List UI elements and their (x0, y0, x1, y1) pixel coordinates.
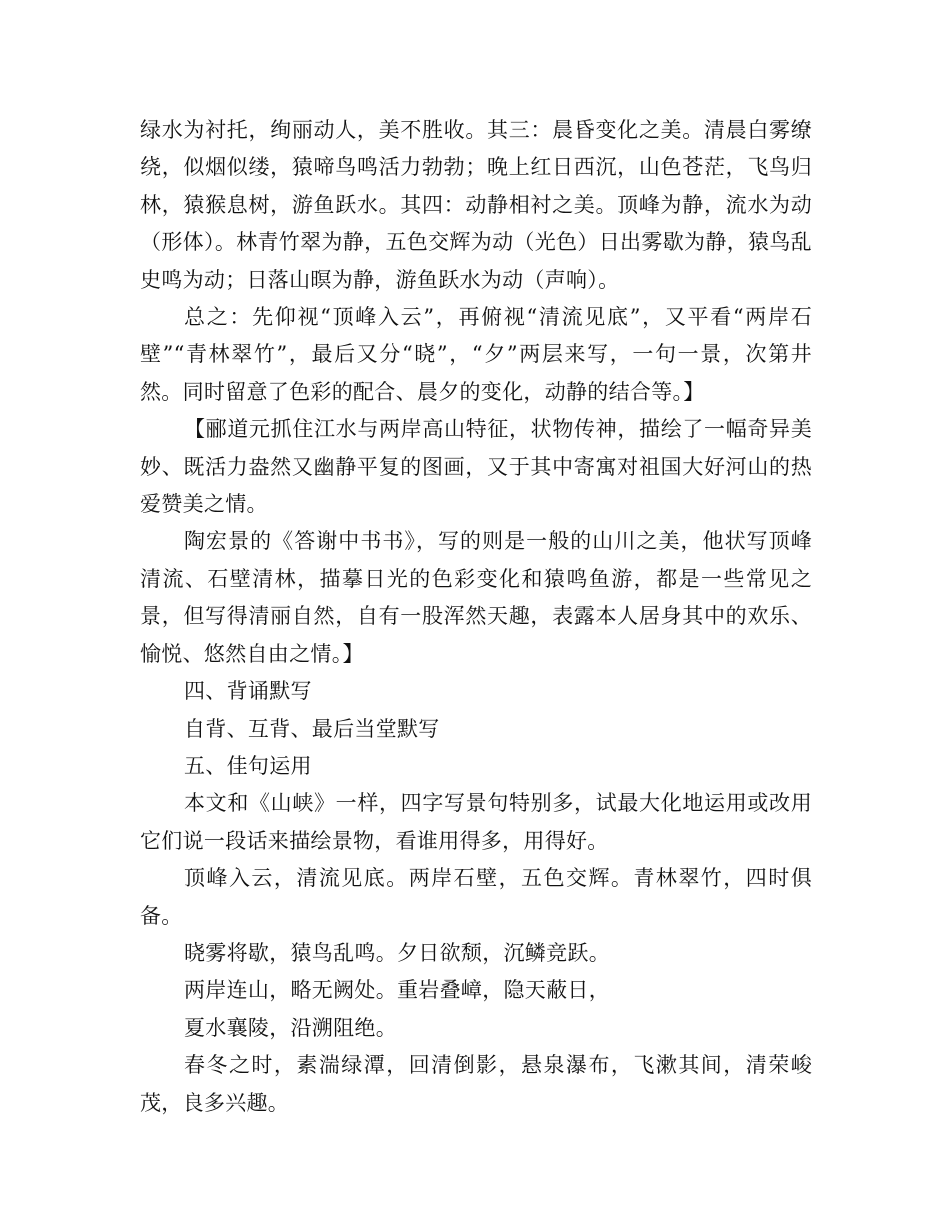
quote-line: 顶峰入云，清流见底。两岸石壁，五色交辉。青林翠竹，四时俱备。 (140, 866, 812, 928)
quote-line: 两岸连山，略无阙处。重岩叠嶂，隐天蔽日， (184, 978, 610, 1003)
section-heading-recite: 四、背诵默写 (184, 679, 312, 704)
quote-line: 夏水襄陵，沿溯阻绝。 (184, 1015, 397, 1040)
paragraph-tao-hongjing: 陶宏景的《答谢中书书》，写的则是一般的山川之美，他状写顶峰清流、石壁清林，描摹日光的色彩变化和猿鸣鱼游，都是一些常见之景，但写得清丽自然，自有一股浑然天趣，表露本人居身其中的欢乐、愉悦、悠然自由之情。】 (140, 529, 812, 666)
paragraph-summary: 总之：先仰视“顶峰入云”，再俯视“清流见底”，又平看“两岸石壁”“青林翠竹”，最后又分“晓”，“夕”两层来写，一句一景，次第井然。同时留意了色彩的配合、晨夕的变化，动静的结合等。】 (140, 305, 812, 404)
paragraph-beauty-analysis: 绿水为衬托，绚丽动人，美不胜收。其三：晨昏变化之美。清晨白雾缭绕，似烟似缕，猿啼鸟鸣活力勃勃；晚上红日西沉，山色苍茫，飞鸟归林，猿猴息树，游鱼跃水。其四：动静相衬之美。顶峰为静，流水为动（形体）。林青竹翠为静，五色交辉为动（光色）日出雾歇为静，猿鸟乱史鸣为动；日落山暝为静，游鱼跃水为动（声响）。 (140, 118, 812, 292)
paragraph-li-daoyuan: 【郦道元抓住江水与两岸高山特征，状物传神，描绘了一幅奇异美妙、既活力盎然又幽静平复的图画，又于其中寄寓对祖国大好河山的热爱赞美之情。 (140, 417, 812, 517)
quote-line: 晓雾将歇，猿鸟乱鸣。夕日欲颓，沉鳞竞跃。 (184, 940, 610, 965)
paragraph-recite-method: 自背、互背、最后当堂默写 (184, 716, 440, 741)
paragraph-exercise-instruction: 本文和《山峡》一样，四字写景句特别多，试最大化地运用或改用它们说一段话来描绘景物，看谁用得多，用得好。 (140, 791, 812, 853)
quote-line: 春冬之时，素湍绿潭，回清倒影，悬泉瀑布，飞漱其间，清荣峻茂，良多兴趣。 (140, 1053, 812, 1115)
section-heading-sentence-use: 五、佳句运用 (184, 753, 312, 778)
document-page (140, 112, 812, 1122)
